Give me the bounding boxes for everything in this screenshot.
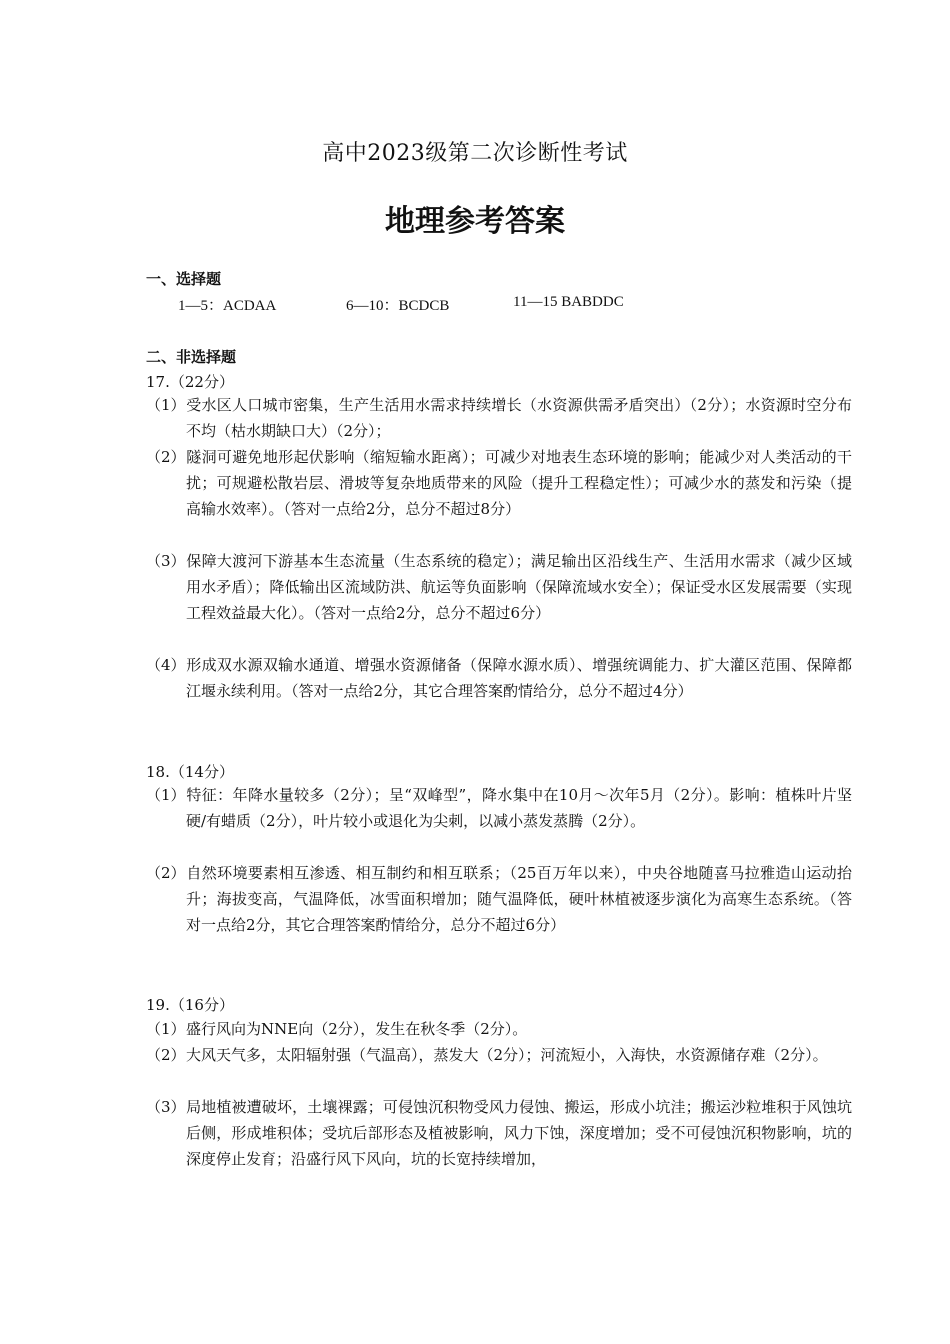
q17-item-1 <box>146 392 852 444</box>
item-number: （2） <box>146 448 186 466</box>
item-text: 局地植被遭破坏，土壤裸露；可侵蚀沉积物受风力侵蚀、搬运，形成小坑洼；搬运沙粒堆积于风蚀坑后侧，形成堆积体；受坑后部形态及植被影响，风力下蚀，深度增加；受不可侵蚀沉积物影响，坑的深度停止发育；沿盛行风下风向，坑的长宽持续增加， <box>186 1098 852 1168</box>
answer-group-1: 1—5：ACDAA <box>178 298 277 314</box>
page-title: 地理参考答案 <box>385 204 565 239</box>
item-number: （2） <box>146 864 186 882</box>
section-heading-nonchoice: 二、非选择题 <box>146 348 237 366</box>
q17-item-2 <box>146 444 852 522</box>
q17-item-3 <box>146 548 852 626</box>
answer-group-3: 11—15 BABDDC <box>513 294 624 310</box>
item-text: 自然环境要素相互渗透、相互制约和相互联系；（25百万年以来），中央谷地随喜马拉雅造山运动抬升；海拔变高，气温降低，冰雪面积增加；随气温降低，硬叶林植被逐步演化为高寒生态系统。（答对一点给2分，其它合理答案酌情给分，总分不超过6分） <box>186 864 852 934</box>
section-heading-choice: 一、选择题 <box>146 270 222 288</box>
item-number: （3） <box>146 552 186 570</box>
item-number: （1） <box>146 786 186 804</box>
item-number: （1） <box>146 396 186 414</box>
item-number: （2） <box>146 1046 186 1064</box>
q19-item-2 <box>146 1042 852 1068</box>
item-number: （3） <box>146 1098 186 1116</box>
q17-item-4 <box>146 652 852 704</box>
q18-item-1 <box>146 782 852 834</box>
answer-group-2: 6—10：BCDCB <box>346 298 450 314</box>
item-text: 大风天气多，太阳辐射强（气温高），蒸发大（2分）；河流短小，入海快，水资源储存难（2分）。 <box>186 1046 828 1064</box>
item-text: 形成双水源双输水通道、增强水资源储备（保障水源水质）、增强统调能力、扩大灌区范围、保障都江堰永续利用。（答对一点给2分，其它合理答案酌情给分，总分不超过4分） <box>186 656 852 700</box>
item-text: 特征：年降水量较多（2分）；呈“双峰型”，降水集中在10月～次年5月（2分）。影响：植株叶片坚硬/有蜡质（2分），叶片较小或退化为尖刺，以减小蒸发蒸腾（2分）。 <box>186 786 852 830</box>
item-number: （4） <box>146 656 186 674</box>
item-number: （1） <box>146 1020 186 1038</box>
item-text: 隧洞可避免地形起伏影响（缩短输水距离）；可减少对地表生态环境的影响；能减少对人类活动的干扰；可规避松散岩层、滑坡等复杂地质带来的风险（提升工程稳定性）；可减少水的蒸发和污染（提高输水效率）。（答对一点给2分，总分不超过8分） <box>186 448 852 518</box>
exam-title: 高中2023级第二次诊断性考试 <box>322 141 628 166</box>
question-18-head: 18.（14分） <box>146 763 234 781</box>
item-text: 盛行风向为NNE向（2分），发生在秋冬季（2分）。 <box>186 1020 528 1038</box>
q18-item-2 <box>146 860 852 938</box>
q19-item-3 <box>146 1094 852 1172</box>
question-19-head: 19.（16分） <box>146 996 234 1014</box>
item-text: 保障大渡河下游基本生态流量（生态系统的稳定）；满足输出区沿线生产、生活用水需求（减少区域用水矛盾）；降低输出区流域防洪、航运等负面影响（保障流域水安全）；保证受水区发展需要（实现工程效益最大化）。（答对一点给2分，总分不超过6分） <box>186 552 852 622</box>
q19-item-1 <box>146 1016 852 1042</box>
item-text: 受水区人口城市密集，生产生活用水需求持续增长（水资源供需矛盾突出）（2分）；水资源时空分布不均（枯水期缺口大）（2分）； <box>186 396 852 440</box>
question-17-head: 17.（22分） <box>146 373 234 391</box>
